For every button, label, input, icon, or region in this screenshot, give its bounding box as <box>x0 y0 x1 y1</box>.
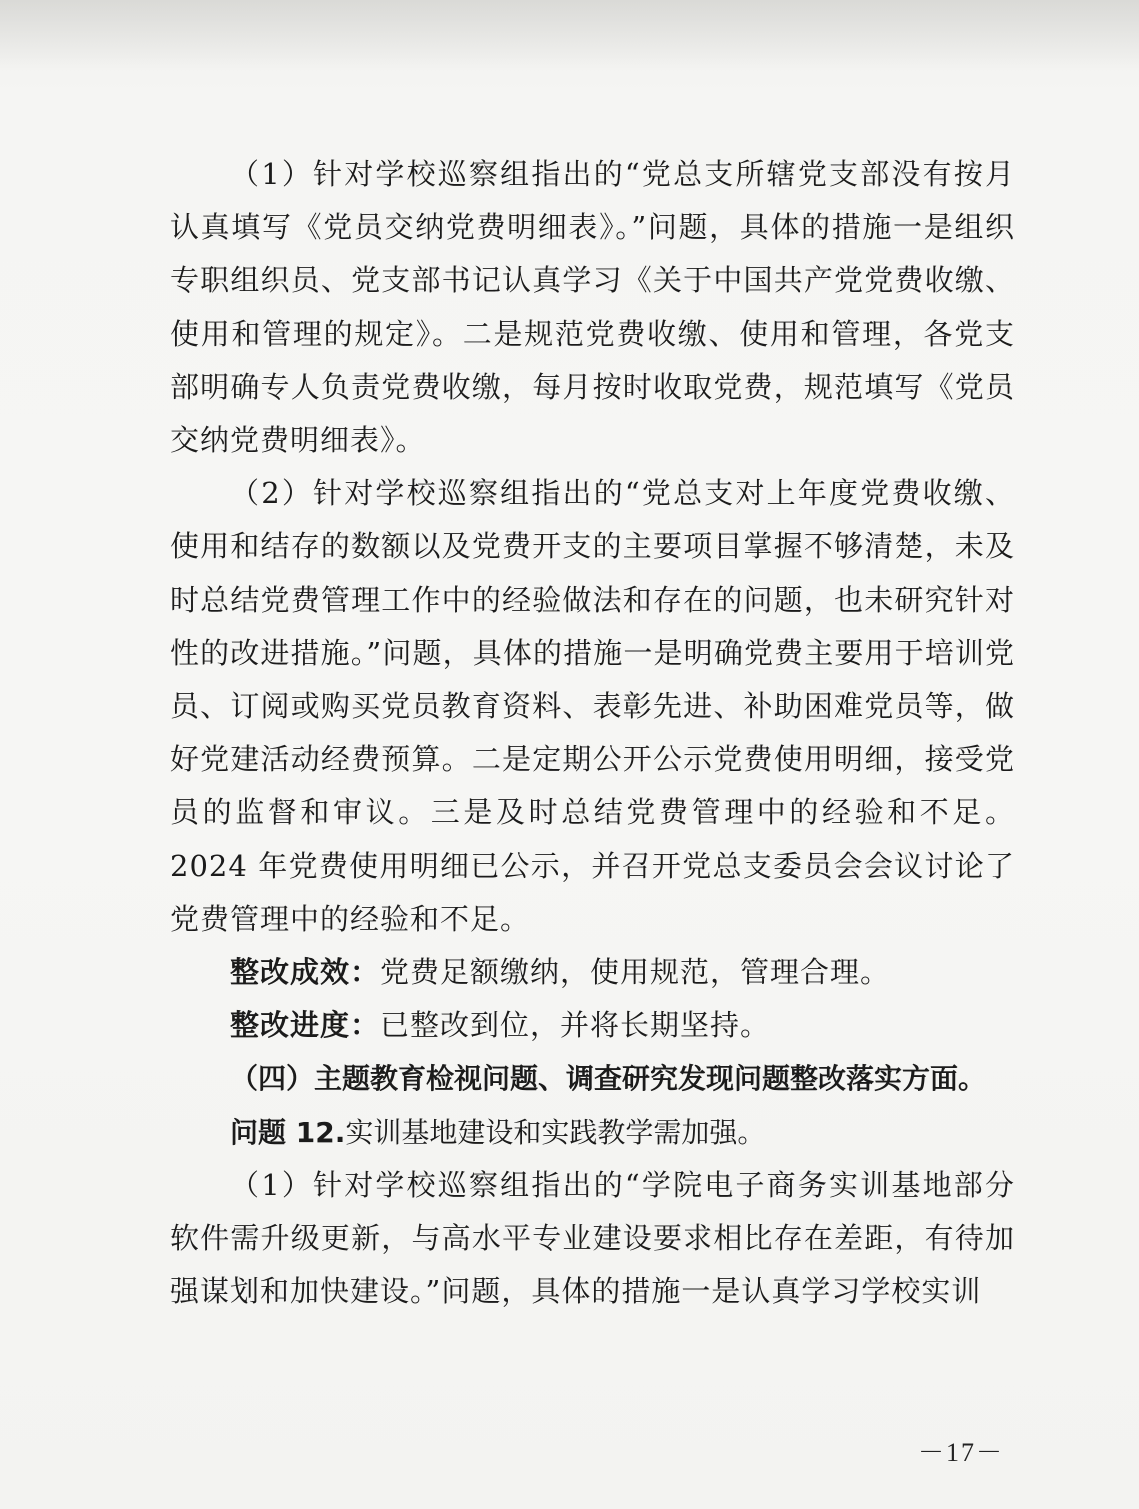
page-number: －17－ <box>917 1438 1004 1467</box>
progress-text: 已整改到位，并将长期坚持。 <box>380 1008 771 1043</box>
paragraph-2: （2）针对学校巡察组指出的“党总支对上年度党费收缴、使用和结存的数额以及党费开支的主要项目掌握不够清楚，未及时总结党费管理工作中的经验做法和存在的问题，也未研究针对性的改进措施。”问题，具体的措施一是明确党费主要用于培训党员、订阅或购买党员教育资料、表彰先进、补助困难党员等，做好党建活动经费预算。二是定期公开公示党费使用明细，接受党员的监督和审议。三是及时总结党费管理中的经验和不足。2024 年党费使用明细已公示，并召开党总支委员会会议讨论了党费管理中的经验和不足。 <box>170 476 1015 936</box>
paragraph-1: （1）针对学校巡察组指出的“党总支所辖党支部没有按月认真填写《党员交纳党费明细表》。”问题，具体的措施一是组织专职组织员、党支部书记认真学习《关于中国共产党党费收缴、使用和管理的规定》。二是规范党费收缴、使用和管理，各党支部明确专人负责党费收缴，每月按时收取党费，规范填写《党员交纳党费明细表》。 <box>170 157 1015 458</box>
problem-title <box>170 1106 1015 1159</box>
problem-text: 实训基地建设和实践教学需加强。 <box>345 1115 766 1149</box>
rectification-progress <box>170 999 1015 1052</box>
section-heading: （四）主题教育检视问题、调查研究发现问题整改落实方面。 <box>230 1062 987 1096</box>
problem-label: 问题 12. <box>230 1115 346 1149</box>
scan-shadow <box>0 0 1139 70</box>
document-body <box>170 148 1015 1318</box>
effect-label: 整改成效： <box>230 955 381 990</box>
rectification-effect <box>170 946 1015 999</box>
progress-label: 整改进度： <box>230 1008 381 1043</box>
paragraph-3: （1）针对学校巡察组指出的“学院电子商务实训基地部分软件需升级更新，与高水平专业建设要求相比存在差距，有待加强谋划和加快建设。”问题，具体的措施一是认真学习学校实训 <box>170 1167 1015 1309</box>
effect-text: 党费足额缴纳，使用规范，管理合理。 <box>380 955 891 990</box>
